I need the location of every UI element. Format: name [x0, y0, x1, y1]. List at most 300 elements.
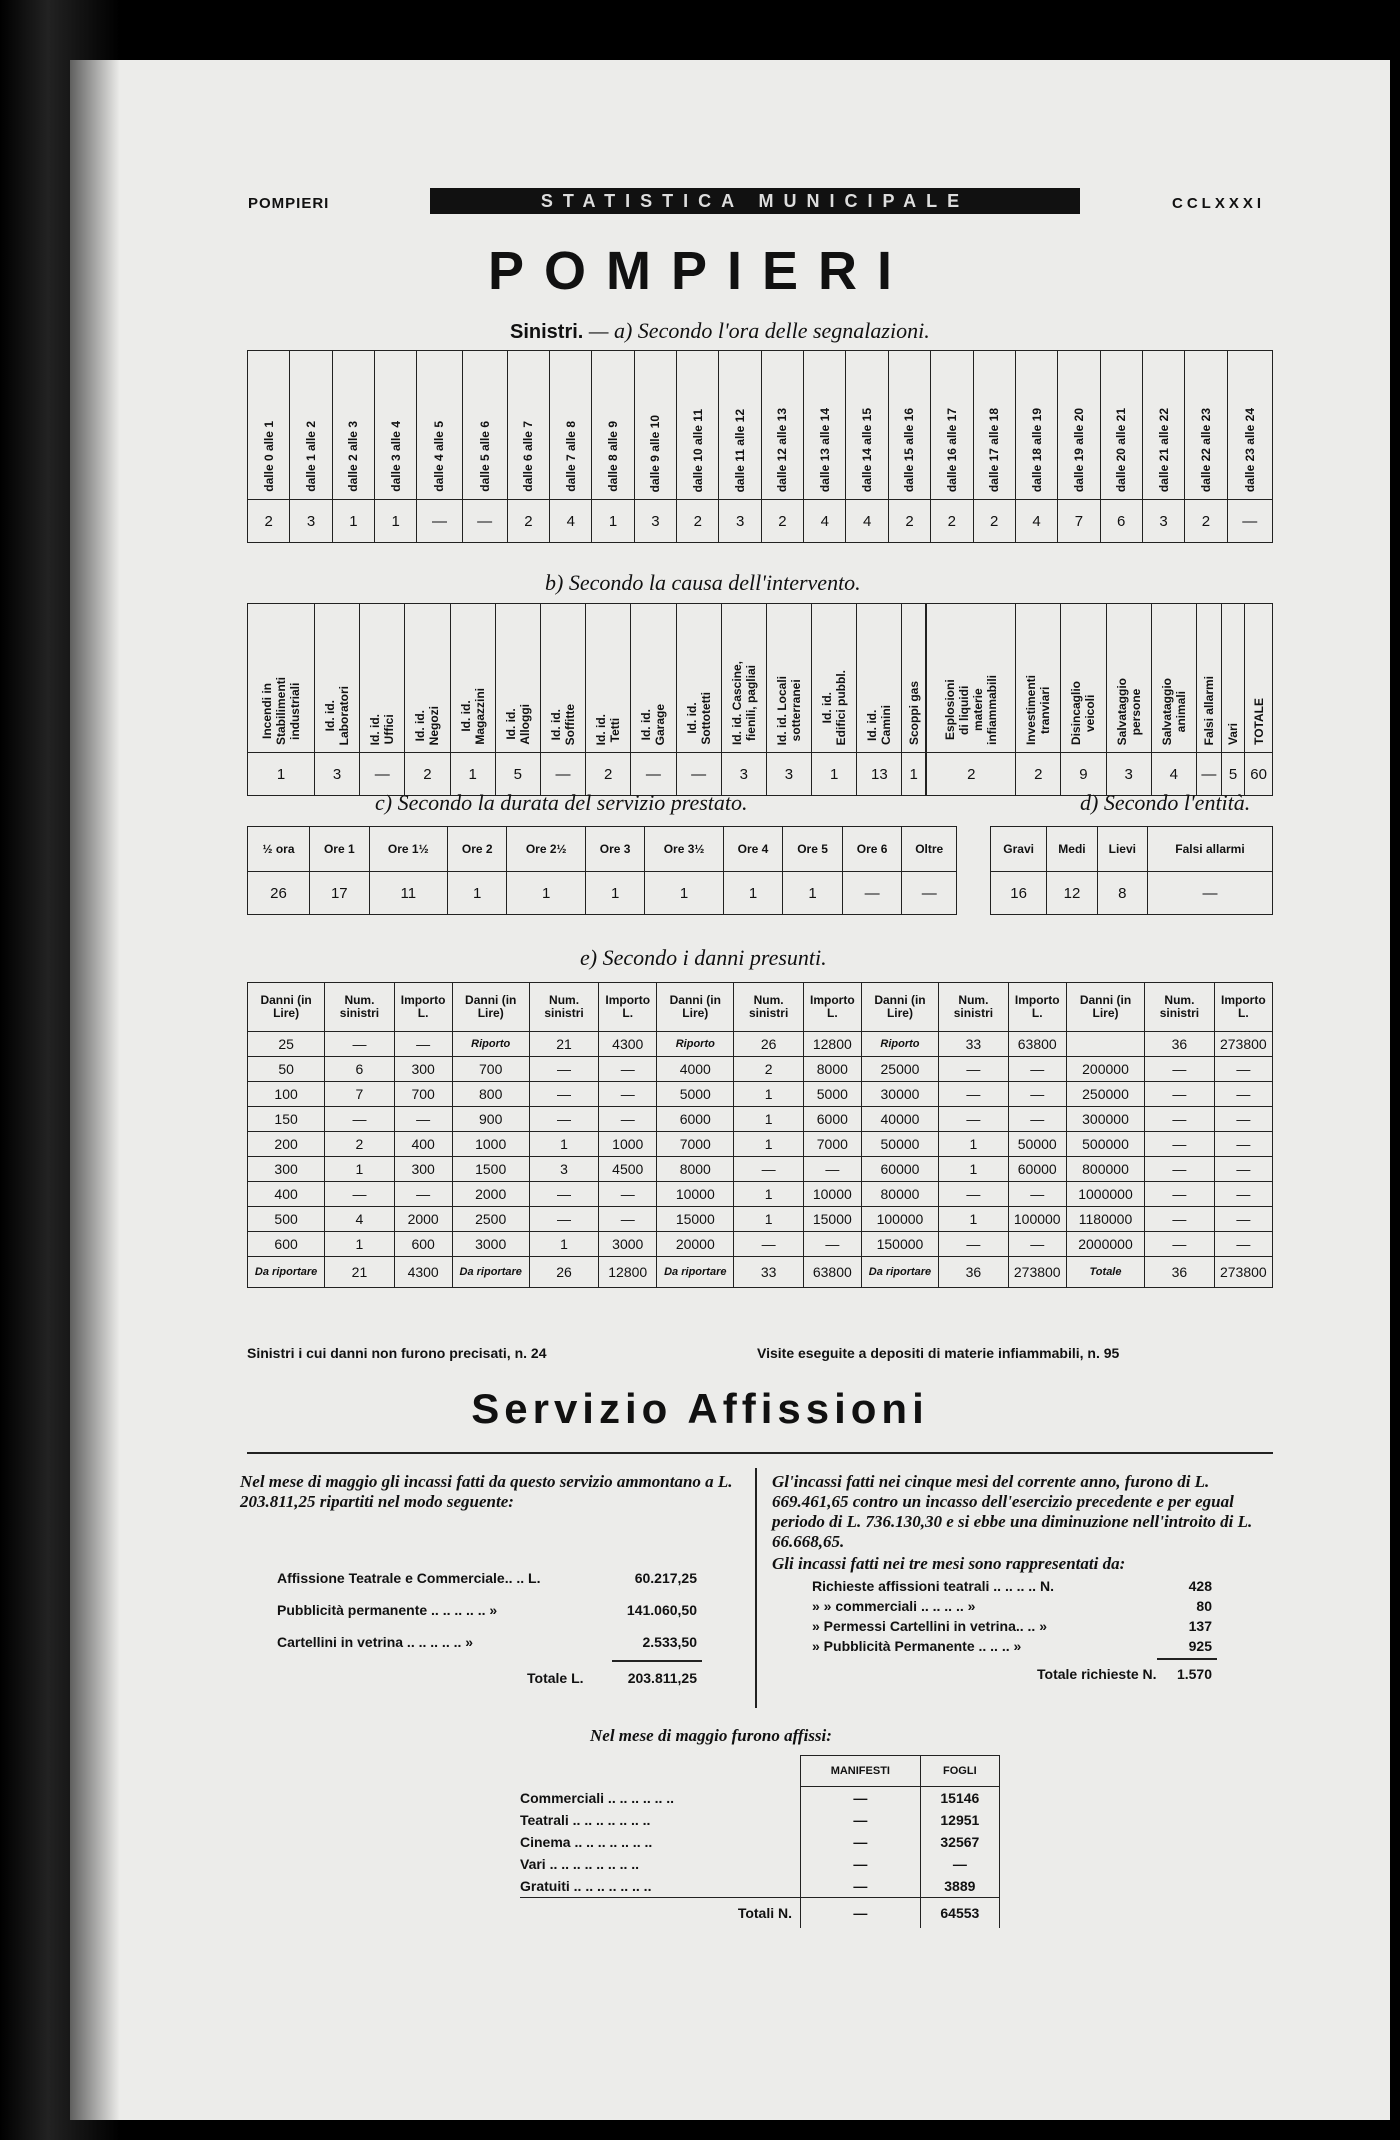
hour-header-label: dalle 22 alle 23: [1198, 407, 1213, 492]
damage-cell: 700: [452, 1057, 529, 1082]
hour-column-header: [1142, 351, 1184, 500]
damage-total-cell: Totale: [1066, 1257, 1144, 1288]
hour-count-cell: 2: [888, 500, 930, 543]
hour-count-cell: —: [1227, 500, 1272, 543]
damage-cell: 150: [248, 1107, 325, 1132]
severity-column-header: Lievi: [1097, 827, 1147, 872]
damage-cell: —: [394, 1032, 452, 1057]
damage-cell: 60000: [1008, 1157, 1066, 1182]
duration-count-cell: 26: [248, 872, 310, 915]
cause-count-cell: 13: [857, 753, 902, 796]
damage-total-cell: Da riportare: [452, 1257, 529, 1288]
damage-total-cell: 33: [734, 1257, 803, 1288]
damage-column-header: Num. sinistri: [1145, 983, 1214, 1032]
cause-header-label: Salvataggio persone: [1114, 677, 1143, 745]
damage-cell: —: [1145, 1157, 1214, 1182]
hour-count-cell: 4: [846, 500, 888, 543]
table-row: [520, 1875, 1000, 1898]
cause-header-label: Salvataggio animali: [1159, 677, 1188, 745]
poster-manifesti-cell: —: [801, 1875, 921, 1898]
damage-cell: 200000: [1066, 1057, 1144, 1082]
damage-cell: 300: [248, 1157, 325, 1182]
table-row: [248, 1107, 1273, 1132]
damage-cell: 1: [325, 1232, 394, 1257]
damage-cell: 1: [939, 1132, 1008, 1157]
hour-count-cell: —: [417, 500, 462, 543]
poster-fogli-cell: 12951: [920, 1809, 999, 1831]
request-value-2: 80: [1196, 1598, 1212, 1614]
hour-header-label: dalle 10 alle 11: [690, 408, 705, 492]
damage-cell: 300: [394, 1057, 452, 1082]
cause-header-label: Id. id. Alloggi: [503, 704, 532, 745]
hour-column-header: [1227, 351, 1272, 500]
poster-category-label: Vari .. .. .. .. .. .. .. ..: [520, 1856, 640, 1872]
hour-header-label: dalle 20 alle 21: [1114, 407, 1129, 492]
damage-cell: —: [939, 1057, 1008, 1082]
damage-cell: —: [1145, 1232, 1214, 1257]
cause-header-label: Id. id. Soffitte: [549, 703, 578, 745]
damage-cell: 30000: [861, 1082, 938, 1107]
hour-count-cell: 2: [507, 500, 549, 543]
footnote-visits: Visite eseguite a depositi di materie infiammabili, n. 95: [757, 1345, 1120, 1361]
hour-header-label: dalle 2 alle 3: [346, 421, 361, 492]
damage-cell: 7: [325, 1082, 394, 1107]
damage-cell: —: [325, 1107, 394, 1132]
hour-count-cell: 3: [719, 500, 761, 543]
hour-column-header: [1015, 351, 1057, 500]
income-label-3: Cartellini in vetrina .. .. .. .. .. »: [277, 1634, 474, 1650]
damage-cell: —: [1214, 1107, 1272, 1132]
cause-count-cell: 2: [1016, 753, 1061, 796]
damage-cell: 63800: [1008, 1032, 1066, 1057]
hour-count-cell: 3: [290, 500, 332, 543]
damage-cell: 7000: [657, 1132, 734, 1157]
table-row: [520, 1853, 1000, 1875]
cause-header-label: Id. id. Cascine, fienili, pagliai: [729, 660, 758, 745]
posters-header-fogli: FOGLI: [920, 1756, 999, 1787]
hour-column-header: [1185, 351, 1227, 500]
damage-cell: —: [1214, 1057, 1272, 1082]
damage-cell: 500: [248, 1207, 325, 1232]
damage-cell: —: [394, 1182, 452, 1207]
hour-count-cell: 1: [375, 500, 417, 543]
poster-manifesti-cell: —: [801, 1831, 921, 1853]
column-divider: [755, 1468, 757, 1708]
damage-cell: —: [599, 1107, 657, 1132]
hour-header-label: dalle 8 alle 9: [606, 421, 621, 492]
damage-cell: 273800: [1214, 1032, 1272, 1057]
damage-cell: —: [1008, 1057, 1066, 1082]
request-label-2: » » commerciali .. .. .. .. »: [812, 1598, 976, 1614]
hour-header-label: dalle 6 alle 7: [521, 421, 536, 492]
damage-cell: 600: [248, 1232, 325, 1257]
request-value-1: 428: [1188, 1578, 1212, 1594]
income-label-2: Pubblicità permanente .. .. .. .. .. »: [277, 1602, 498, 1618]
duration-column-header: Ore 3½: [645, 827, 723, 872]
damage-cell: 150000: [861, 1232, 938, 1257]
posters-label-header: [520, 1756, 801, 1787]
hour-column-header: [677, 351, 719, 500]
cause-column-header: [766, 604, 811, 753]
cause-column-header: [405, 604, 450, 753]
severity-column-header: Medi: [1047, 827, 1097, 872]
damage-cell: 200: [248, 1132, 325, 1157]
damage-cell: —: [803, 1157, 861, 1182]
damage-cell: —: [394, 1107, 452, 1132]
cause-count-cell: 2: [927, 753, 1016, 796]
hour-header-label: dalle 13 alle 14: [817, 407, 832, 492]
hour-header-label: dalle 23 alle 24: [1242, 407, 1257, 492]
damage-cell: 4000: [657, 1057, 734, 1082]
damage-cell: 800000: [1066, 1157, 1144, 1182]
damage-cell: —: [529, 1057, 598, 1082]
table-row: [248, 1182, 1273, 1207]
hour-column-header: [1058, 351, 1100, 500]
poster-category-label: Gratuiti .. .. .. .. .. .. ..: [520, 1878, 652, 1894]
cause-count-cell: 1: [248, 753, 315, 796]
cause-column-header: [1061, 604, 1106, 753]
hour-count-cell: —: [462, 500, 507, 543]
duration-count-cell: 11: [369, 872, 447, 915]
damage-cell: —: [1145, 1207, 1214, 1232]
duration-column-header: Ore 2: [447, 827, 507, 872]
damage-cell: 4500: [599, 1157, 657, 1182]
damage-cell: —: [939, 1107, 1008, 1132]
request-value-4: 925: [1188, 1638, 1212, 1654]
posters-header-manifesti: MANIFESTI: [801, 1756, 921, 1787]
damage-cell: —: [325, 1182, 394, 1207]
poster-fogli-cell: 15146: [920, 1787, 999, 1810]
cause-column-header: [857, 604, 902, 753]
hour-header-label: dalle 19 alle 20: [1071, 407, 1086, 492]
damage-cell: 1180000: [1066, 1207, 1144, 1232]
severity-count-cell: 8: [1097, 872, 1147, 915]
section-d-title: d) Secondo l'entità.: [1080, 790, 1251, 815]
income-value-3: 2.533,50: [642, 1634, 697, 1650]
totals-row: [248, 1257, 1273, 1288]
hour-count-cell: 4: [1015, 500, 1057, 543]
poster-fogli-cell: —: [920, 1853, 999, 1875]
damage-cell: 1: [939, 1157, 1008, 1182]
cause-header-label: Id. id. Sottotetti: [684, 692, 713, 745]
cause-column-header: [248, 604, 315, 753]
damage-cell: 900: [452, 1107, 529, 1132]
cause-count-cell: 1: [812, 753, 857, 796]
section-e-title: e) Secondo i danni presunti.: [580, 945, 827, 970]
damage-cell: 2000: [394, 1207, 452, 1232]
damage-column-header: Num. sinistri: [734, 983, 803, 1032]
hour-count-cell: 3: [1142, 500, 1184, 543]
damage-cell: —: [1008, 1232, 1066, 1257]
damage-cell: 600: [394, 1232, 452, 1257]
duration-column-header: Ore 1: [310, 827, 370, 872]
damage-cell: 12800: [803, 1032, 861, 1057]
damage-cell: 300000: [1066, 1107, 1144, 1132]
page-number: CCLXXXI: [1172, 195, 1266, 212]
duration-column-header: Oltre: [902, 827, 957, 872]
servizio-affissioni-title: Servizio Affissioni: [471, 1385, 929, 1432]
damage-cell: 100000: [861, 1207, 938, 1232]
damage-cell: 1: [734, 1082, 803, 1107]
poster-manifesti-cell: —: [801, 1809, 921, 1831]
damage-cell: 1: [734, 1207, 803, 1232]
damage-cell: 50: [248, 1057, 325, 1082]
cause-header-label: Falsi allarmi: [1201, 675, 1216, 745]
duration-count-cell: 1: [783, 872, 843, 915]
table-row: [520, 1787, 1000, 1810]
poster-total-manifesti: —: [801, 1898, 921, 1929]
damage-column-header: Danni (in Lire): [452, 983, 529, 1032]
hour-header-label: dalle 21 alle 22: [1156, 407, 1171, 492]
damage-cell: 60000: [861, 1157, 938, 1182]
damage-cell: 5000: [803, 1082, 861, 1107]
duration-count-cell: 1: [507, 872, 585, 915]
hour-count-cell: 3: [634, 500, 676, 543]
cause-count-cell: —: [676, 753, 721, 796]
cause-count-cell: 9: [1061, 753, 1106, 796]
section-b-title: b) Secondo la causa dell'intervento.: [545, 570, 861, 595]
damage-cell: 2: [325, 1132, 394, 1157]
damage-cell: —: [529, 1082, 598, 1107]
damage-cell: —: [1214, 1207, 1272, 1232]
requests-sum-rule: [1157, 1658, 1217, 1660]
table-row: [248, 1032, 1273, 1057]
cause-header-label: Id. id. Negozi: [413, 705, 442, 745]
cause-header-label: Id. id. Edifici pubbl.: [820, 669, 849, 745]
damage-total-cell: 4300: [394, 1257, 452, 1288]
damage-cell: —: [1008, 1182, 1066, 1207]
damage-cell: 40000: [861, 1107, 938, 1132]
damage-column-header: Importo L.: [1008, 983, 1066, 1032]
poster-category-label: Commerciali .. .. .. .. .. ..: [520, 1789, 675, 1806]
duration-count-cell: 17: [310, 872, 370, 915]
cause-column-header: [495, 604, 540, 753]
poster-category-label: Teatrali .. .. .. .. .. .. ..: [520, 1812, 651, 1828]
hour-header-label: dalle 17 alle 18: [987, 407, 1002, 492]
hour-column-header: [761, 351, 803, 500]
table-posters: [520, 1755, 1000, 1928]
damage-column-header: Importo L.: [599, 983, 657, 1032]
hour-count-cell: 1: [332, 500, 374, 543]
damage-column-header: Danni (in Lire): [248, 983, 325, 1032]
hour-column-header: [804, 351, 846, 500]
footnote-unspecified: Sinistri i cui danni non furono precisati, n. 24: [247, 1345, 547, 1361]
requests-total-label: Totale richieste N.: [1037, 1666, 1157, 1682]
damage-cell: —: [1145, 1107, 1214, 1132]
damage-column-header: Importo L.: [803, 983, 861, 1032]
cause-count-cell: 2: [586, 753, 631, 796]
request-value-3: 137: [1188, 1618, 1212, 1634]
table-damages: [247, 982, 1273, 1288]
cause-header-label: Incendi in Stabilimenti industriali: [260, 676, 302, 745]
hour-header-label: dalle 11 alle 12: [733, 408, 748, 492]
damage-cell: 1: [939, 1207, 1008, 1232]
damage-cell: [1066, 1032, 1144, 1057]
hour-header-label: dalle 9 alle 10: [648, 414, 663, 492]
damage-cell: 300: [394, 1157, 452, 1182]
requests-total-value: 1.570: [1176, 1666, 1212, 1682]
damage-cell: 25: [248, 1032, 325, 1057]
damage-cell: —: [1214, 1082, 1272, 1107]
damage-cell: 7000: [803, 1132, 861, 1157]
cause-count-cell: 1: [450, 753, 495, 796]
damage-cell: 1: [734, 1182, 803, 1207]
cause-header-label: Id. id. Camini: [865, 704, 894, 745]
damage-total-cell: 26: [529, 1257, 598, 1288]
damage-column-header: Danni (in Lire): [657, 983, 734, 1032]
duration-count-cell: 1: [447, 872, 507, 915]
scan-top-border: [0, 0, 1400, 48]
damage-cell: 50000: [1008, 1132, 1066, 1157]
damage-cell: 6: [325, 1057, 394, 1082]
damage-cell: —: [599, 1057, 657, 1082]
damage-total-cell: 273800: [1214, 1257, 1272, 1288]
duration-column-header: Ore 5: [783, 827, 843, 872]
income-total-value: 203.811,25: [627, 1670, 697, 1686]
section-a-title: — a) Secondo l'ora delle segnalazioni.: [588, 318, 930, 343]
cause-header-label: Id. id. Laboratori: [323, 685, 352, 745]
table-row: [520, 1831, 1000, 1853]
totals-row: [520, 1898, 1000, 1929]
poster-manifesti-cell: —: [801, 1853, 921, 1875]
damage-cell: 8000: [657, 1157, 734, 1182]
cause-header-label: Vari: [1226, 722, 1241, 745]
damage-column-header: Num. sinistri: [939, 983, 1008, 1032]
damage-cell: 1: [529, 1132, 598, 1157]
poster-category-label: Cinema .. .. .. .. .. .. ..: [520, 1834, 653, 1850]
poster-fogli-cell: 32567: [920, 1831, 999, 1853]
damage-cell: —: [529, 1182, 598, 1207]
cause-header-label: Id. id. Garage: [639, 703, 668, 745]
cause-count-cell: —: [360, 753, 405, 796]
hour-header-label: dalle 14 alle 15: [860, 407, 875, 492]
damage-cell: 15000: [657, 1207, 734, 1232]
damage-cell: 1: [734, 1132, 803, 1157]
damage-cell: —: [529, 1207, 598, 1232]
table-row: [248, 1157, 1273, 1182]
damage-cell: —: [1145, 1132, 1214, 1157]
hour-column-header: [634, 351, 676, 500]
cause-column-header: [450, 604, 495, 753]
damage-cell: —: [529, 1107, 598, 1132]
damage-cell: 1: [325, 1157, 394, 1182]
damage-cell: 25000: [861, 1057, 938, 1082]
cause-header-label: Investimenti tranviari: [1024, 674, 1053, 745]
hour-column-header: [462, 351, 507, 500]
hour-column-header: [417, 351, 462, 500]
hour-count-cell: 2: [677, 500, 719, 543]
sinistri-label: Sinistri.: [510, 321, 584, 343]
damage-column-header: Danni (in Lire): [1066, 983, 1144, 1032]
damage-cell: 1000: [599, 1132, 657, 1157]
hour-column-header: [719, 351, 761, 500]
hour-column-header: [931, 351, 973, 500]
affissi-title: Nel mese di maggio furono affissi:: [590, 1726, 832, 1745]
hour-column-header: [248, 351, 290, 500]
damage-cell: 1500: [452, 1157, 529, 1182]
cause-column-header: [1106, 604, 1151, 753]
poster-manifesti-cell: —: [801, 1787, 921, 1810]
cause-count-cell: —: [540, 753, 585, 796]
duration-column-header: Ore 1½: [369, 827, 447, 872]
cause-column-header: [902, 604, 925, 753]
sum-rule: [612, 1660, 702, 1662]
damage-cell: 21: [529, 1032, 598, 1057]
hour-column-header: [507, 351, 549, 500]
cause-header-label: Id. id. Uffici: [368, 713, 397, 745]
hour-count-cell: 2: [761, 500, 803, 543]
damage-cell: 6000: [657, 1107, 734, 1132]
damage-cell: 26: [734, 1032, 803, 1057]
hour-count-cell: 7: [1058, 500, 1100, 543]
hour-count-cell: 6: [1100, 500, 1142, 543]
left-paragraph: Nel mese di maggio gli incassi fatti da questo servizio ammontano a L. 203.811,25 ripartiti nel modo seguente:: [240, 1472, 733, 1511]
cause-column-header: [315, 604, 360, 753]
duration-column-header: ½ ora: [248, 827, 310, 872]
table-row: [520, 1809, 1000, 1831]
page-title: POMPIERI: [487, 241, 913, 301]
cause-count-cell: 3: [315, 753, 360, 796]
hour-header-label: dalle 12 alle 13: [775, 407, 790, 492]
hour-column-header: [290, 351, 332, 500]
duration-column-header: Ore 3: [585, 827, 645, 872]
damage-column-header: Importo L.: [1214, 983, 1272, 1032]
cause-column-header: [1151, 604, 1196, 753]
running-header-left: POMPIERI: [248, 195, 330, 212]
hour-column-header: [592, 351, 634, 500]
damage-total-cell: 12800: [599, 1257, 657, 1288]
cause-column-header: [812, 604, 857, 753]
damage-column-header: Num. sinistri: [325, 983, 394, 1032]
damage-cell: 2500: [452, 1207, 529, 1232]
damage-cell: 100000: [1008, 1207, 1066, 1232]
damage-cell: —: [1214, 1157, 1272, 1182]
damage-cell: 10000: [657, 1182, 734, 1207]
hour-column-header: [888, 351, 930, 500]
hour-count-cell: 4: [804, 500, 846, 543]
cause-count-cell: 3: [766, 753, 811, 796]
damage-column-header: Importo L.: [394, 983, 452, 1032]
cause-header-label: TOTALE: [1251, 698, 1266, 745]
cause-count-cell: —: [1196, 753, 1221, 796]
cause-column-header: [631, 604, 676, 753]
damage-cell: —: [599, 1207, 657, 1232]
sinistri-heading: [510, 318, 930, 344]
table-hours: [247, 350, 1273, 543]
damage-cell: —: [939, 1232, 1008, 1257]
damage-cell: 3000: [452, 1232, 529, 1257]
damage-cell: Riporto: [452, 1032, 529, 1057]
damage-cell: 1000: [452, 1132, 529, 1157]
request-label-1: Richieste affissioni teatrali .. .. .. .. N.: [812, 1578, 1054, 1594]
income-value-1: 60.217,25: [634, 1570, 697, 1586]
hour-header-label: dalle 4 alle 5: [432, 421, 447, 492]
section-c-title: c) Secondo la durata del servizio prestato.: [375, 790, 748, 815]
damage-cell: 36: [1145, 1032, 1214, 1057]
severity-count-cell: 12: [1047, 872, 1097, 915]
hour-count-cell: 1: [592, 500, 634, 543]
cause-header-label: Id. id. Locali sotterranei: [774, 675, 803, 745]
damage-cell: 100: [248, 1082, 325, 1107]
damage-cell: 15000: [803, 1207, 861, 1232]
severity-count-cell: 16: [991, 872, 1047, 915]
right-paragraph-2: Gli incassi fatti nei tre mesi sono rappresentati da:: [772, 1554, 1126, 1573]
cause-header-label: Id. id. Magazzini: [458, 688, 487, 745]
duration-column-header: Ore 6: [842, 827, 902, 872]
table-duration: [247, 826, 957, 915]
cause-column-header: [1245, 604, 1273, 753]
cause-count-cell: 3: [721, 753, 766, 796]
